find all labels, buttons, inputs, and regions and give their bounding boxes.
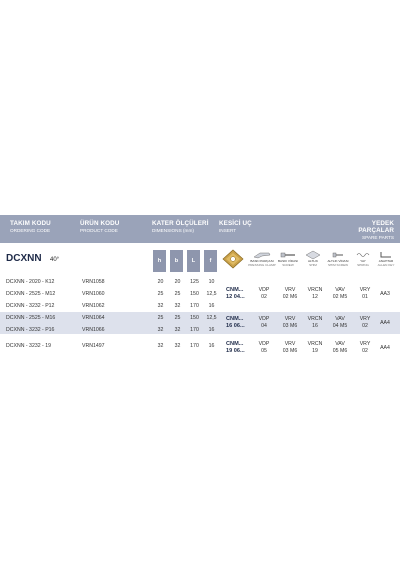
table-row: DCXNN - 3232 - 19 VRN1497 32 32 170 16 (6, 343, 215, 349)
part-label-shim: ALTLIK SHIM (307, 259, 319, 267)
insert-code: CNM... (226, 316, 244, 322)
header-insert: KESİCİ UÇ INSERT (219, 220, 252, 233)
table-row: DCXNN - 2525 - M16 VRN1064 25 25 150 12,5 (6, 315, 217, 321)
insert-size: 16 06... (226, 323, 245, 329)
table-row: DCXNN - 2525 - M12 VRN1060 25 25 150 12,5 (6, 291, 217, 297)
insert-icon (222, 249, 244, 269)
part-label-screw: BASKI VİDASI SCREW (277, 259, 299, 267)
table-row: DCXNN - 3232 - P16 VRN1066 32 32 170 16 (6, 327, 215, 333)
header-ordering-code: TAKIM KODU ORDERING CODE (10, 220, 51, 233)
header-dimensions: KATER ÖLÇÜLERİ DIMENSIONS (mm) (152, 220, 209, 233)
header-spare-parts: YEDEK PARÇALAR SPARE PARTS (358, 220, 394, 240)
part-label-key: ANAHTAR ALLEN KEY (377, 259, 395, 267)
family-angle: 40° (50, 257, 60, 263)
table-row: DCXNN - 2020 - K12 VRN1058 20 20 125 10 (6, 279, 215, 285)
insert-code: CNM... (226, 287, 244, 293)
table-header (0, 215, 400, 243)
dim-f-label: f (204, 250, 217, 272)
table-row: DCXNN - 3232 - P12 VRN1062 32 32 170 16 (6, 303, 215, 309)
dim-b-label: b (170, 250, 183, 272)
part-label-clamp: BASKI PARÇASI PRESSING CLAMP (248, 259, 276, 267)
insert-size: 12 04... (226, 294, 245, 300)
insert-code: CNM... (226, 341, 244, 347)
dim-l-label: L (187, 250, 200, 272)
header-product-code: ÜRÜN KODU PRODUCT CODE (80, 220, 120, 233)
dim-h-label: h (153, 250, 166, 272)
part-label-spring: YAY SPRING (357, 259, 369, 267)
insert-size: 19 06... (226, 348, 245, 354)
part-label-shim-screw: ALTLIK VİDASI SHIM SCREW (327, 259, 349, 267)
family-title: DCXNN (6, 253, 42, 264)
